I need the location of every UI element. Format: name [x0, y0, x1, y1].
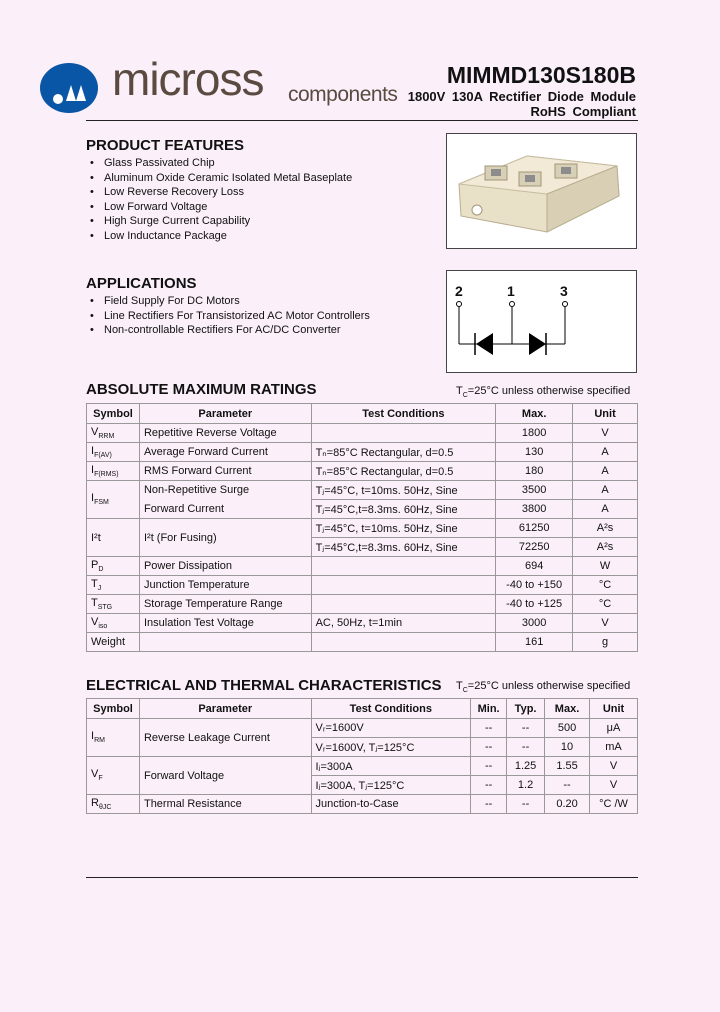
elec-note: $T_C=25^\circ C$ unless otherwise specified — [456, 680, 631, 695]
table-row: Vᵣ=1600V, Tⱼ=125°C -- -- 10 mA — [87, 738, 638, 757]
list-item: • Non-controllable Rectifiers For AC/DC Converter — [88, 323, 370, 338]
abs-max-table — [86, 403, 638, 652]
list-item: • Aluminum Oxide Ceramic Isolated Metal Baseplate — [88, 171, 352, 186]
applications-list — [88, 294, 370, 338]
pin-label: 3 — [560, 283, 568, 299]
table-row: Iⱼ=300A, Tⱼ=125°C -- 1.2 -- V — [87, 776, 638, 795]
list-item: • Low Inductance Package — [88, 229, 352, 244]
list-item: • Glass Passivated Chip — [88, 156, 352, 171]
brand-subtitle: components — [288, 83, 398, 106]
column-header: Parameter — [139, 699, 311, 719]
elec-heading: ELECTRICAL AND THERMAL CHARACTERISTICS — [86, 677, 442, 694]
column-header: Typ. — [507, 699, 545, 719]
list-item: • Line Rectifiers For Transistorized AC Motor Controllers — [88, 309, 370, 324]
abs-max-heading: ABSOLUTE MAXIMUM RATINGS — [86, 381, 317, 398]
table-row: $V_F$ Forward Voltage Iⱼ=300A -- 1.25 1.55 V — [87, 757, 638, 776]
column-header: Test Conditions — [311, 699, 471, 719]
column-header: Symbol — [87, 699, 140, 719]
table-row: I²t I²t (For Fusing) Tⱼ=45°C, t=10ms. 50Hz, Sine 61250 A²s — [87, 519, 638, 538]
column-header: Unit — [590, 699, 638, 719]
footer-divider — [86, 877, 638, 878]
abs-max-note: $T_C=25^\circ C$ unless otherwise specified — [456, 385, 631, 400]
table-row: $I_{RM}$ Reverse Leakage Current Vᵣ=1600V -- -- 500 μA — [87, 719, 638, 738]
column-header: Symbol — [87, 404, 140, 424]
table-row: Forward Current Tⱼ=45°C,t=8.3ms. 60Hz, Sine 3800 A — [87, 500, 638, 519]
table-row: Tⱼ=45°C,t=8.3ms. 60Hz, Sine 72250 A²s — [87, 538, 638, 557]
list-item: • Field Supply For DC Motors — [88, 294, 370, 309]
list-item: • Low Forward Voltage — [88, 200, 352, 215]
table-row: $P_D$ Power Dissipation 694 W — [87, 557, 638, 576]
elec-table — [86, 698, 638, 814]
compliance-label: RoHS Compliant — [530, 104, 636, 119]
column-header: Min. — [471, 699, 507, 719]
module-photo — [446, 133, 637, 249]
table-header-row — [87, 699, 638, 719]
applications-heading: APPLICATIONS — [86, 275, 197, 292]
column-header: Test Conditions — [311, 404, 496, 424]
pin-label: 1 — [507, 283, 515, 299]
micross-logo-icon — [40, 63, 98, 113]
table-row: $V_{iso}$ Insulation Test Voltage AC, 50Hz, t=1min 3000 V — [87, 614, 638, 633]
table-row: $T_J$ Junction Temperature -40 to +150 °C — [87, 576, 638, 595]
pin-label: 2 — [455, 283, 463, 299]
brand-name: micross — [112, 53, 264, 105]
table-row: $V_{RRM}$ Repetitive Reverse Voltage 1800 V — [87, 424, 638, 443]
table-row: $I_{F(RMS)}$ RMS Forward Current Tₙ=85°C Rectangular, d=0.5 180 A — [87, 462, 638, 481]
table-row: $T_{STG}$ Storage Temperature Range -40 to +125 °C — [87, 595, 638, 614]
column-header: Max. — [496, 404, 573, 424]
circuit-schematic — [446, 270, 637, 373]
table-row: $I_{F(AV)}$ Average Forward Current Tₙ=85°C Rectangular, d=0.5 130 A — [87, 443, 638, 462]
diode-circuit-icon — [447, 271, 636, 372]
part-number: MIMMD130S180B — [446, 62, 636, 88]
features-list — [88, 156, 352, 243]
features-heading: PRODUCT FEATURES — [86, 137, 245, 154]
column-header: Max. — [545, 699, 590, 719]
table-row: Weight 161 g — [87, 633, 638, 652]
table-row: $R_{\theta JC}$ Thermal Resistance Junction-to-Case -- -- 0.20 °C /W — [87, 795, 638, 814]
table-header-row — [87, 404, 638, 424]
list-item: • Low Reverse Recovery Loss — [88, 185, 352, 200]
column-header: Parameter — [139, 404, 311, 424]
table-row: $I_{FSM}$ Non-Repetitive Surge Tⱼ=45°C, t=10ms. 50Hz, Sine 3500 A — [87, 481, 638, 500]
list-item: • High Surge Current Capability — [88, 214, 352, 229]
header-divider — [86, 120, 638, 121]
product-subtitle: 1800V 130A Rectifier Diode Module — [407, 89, 636, 104]
column-header: Unit — [573, 404, 638, 424]
